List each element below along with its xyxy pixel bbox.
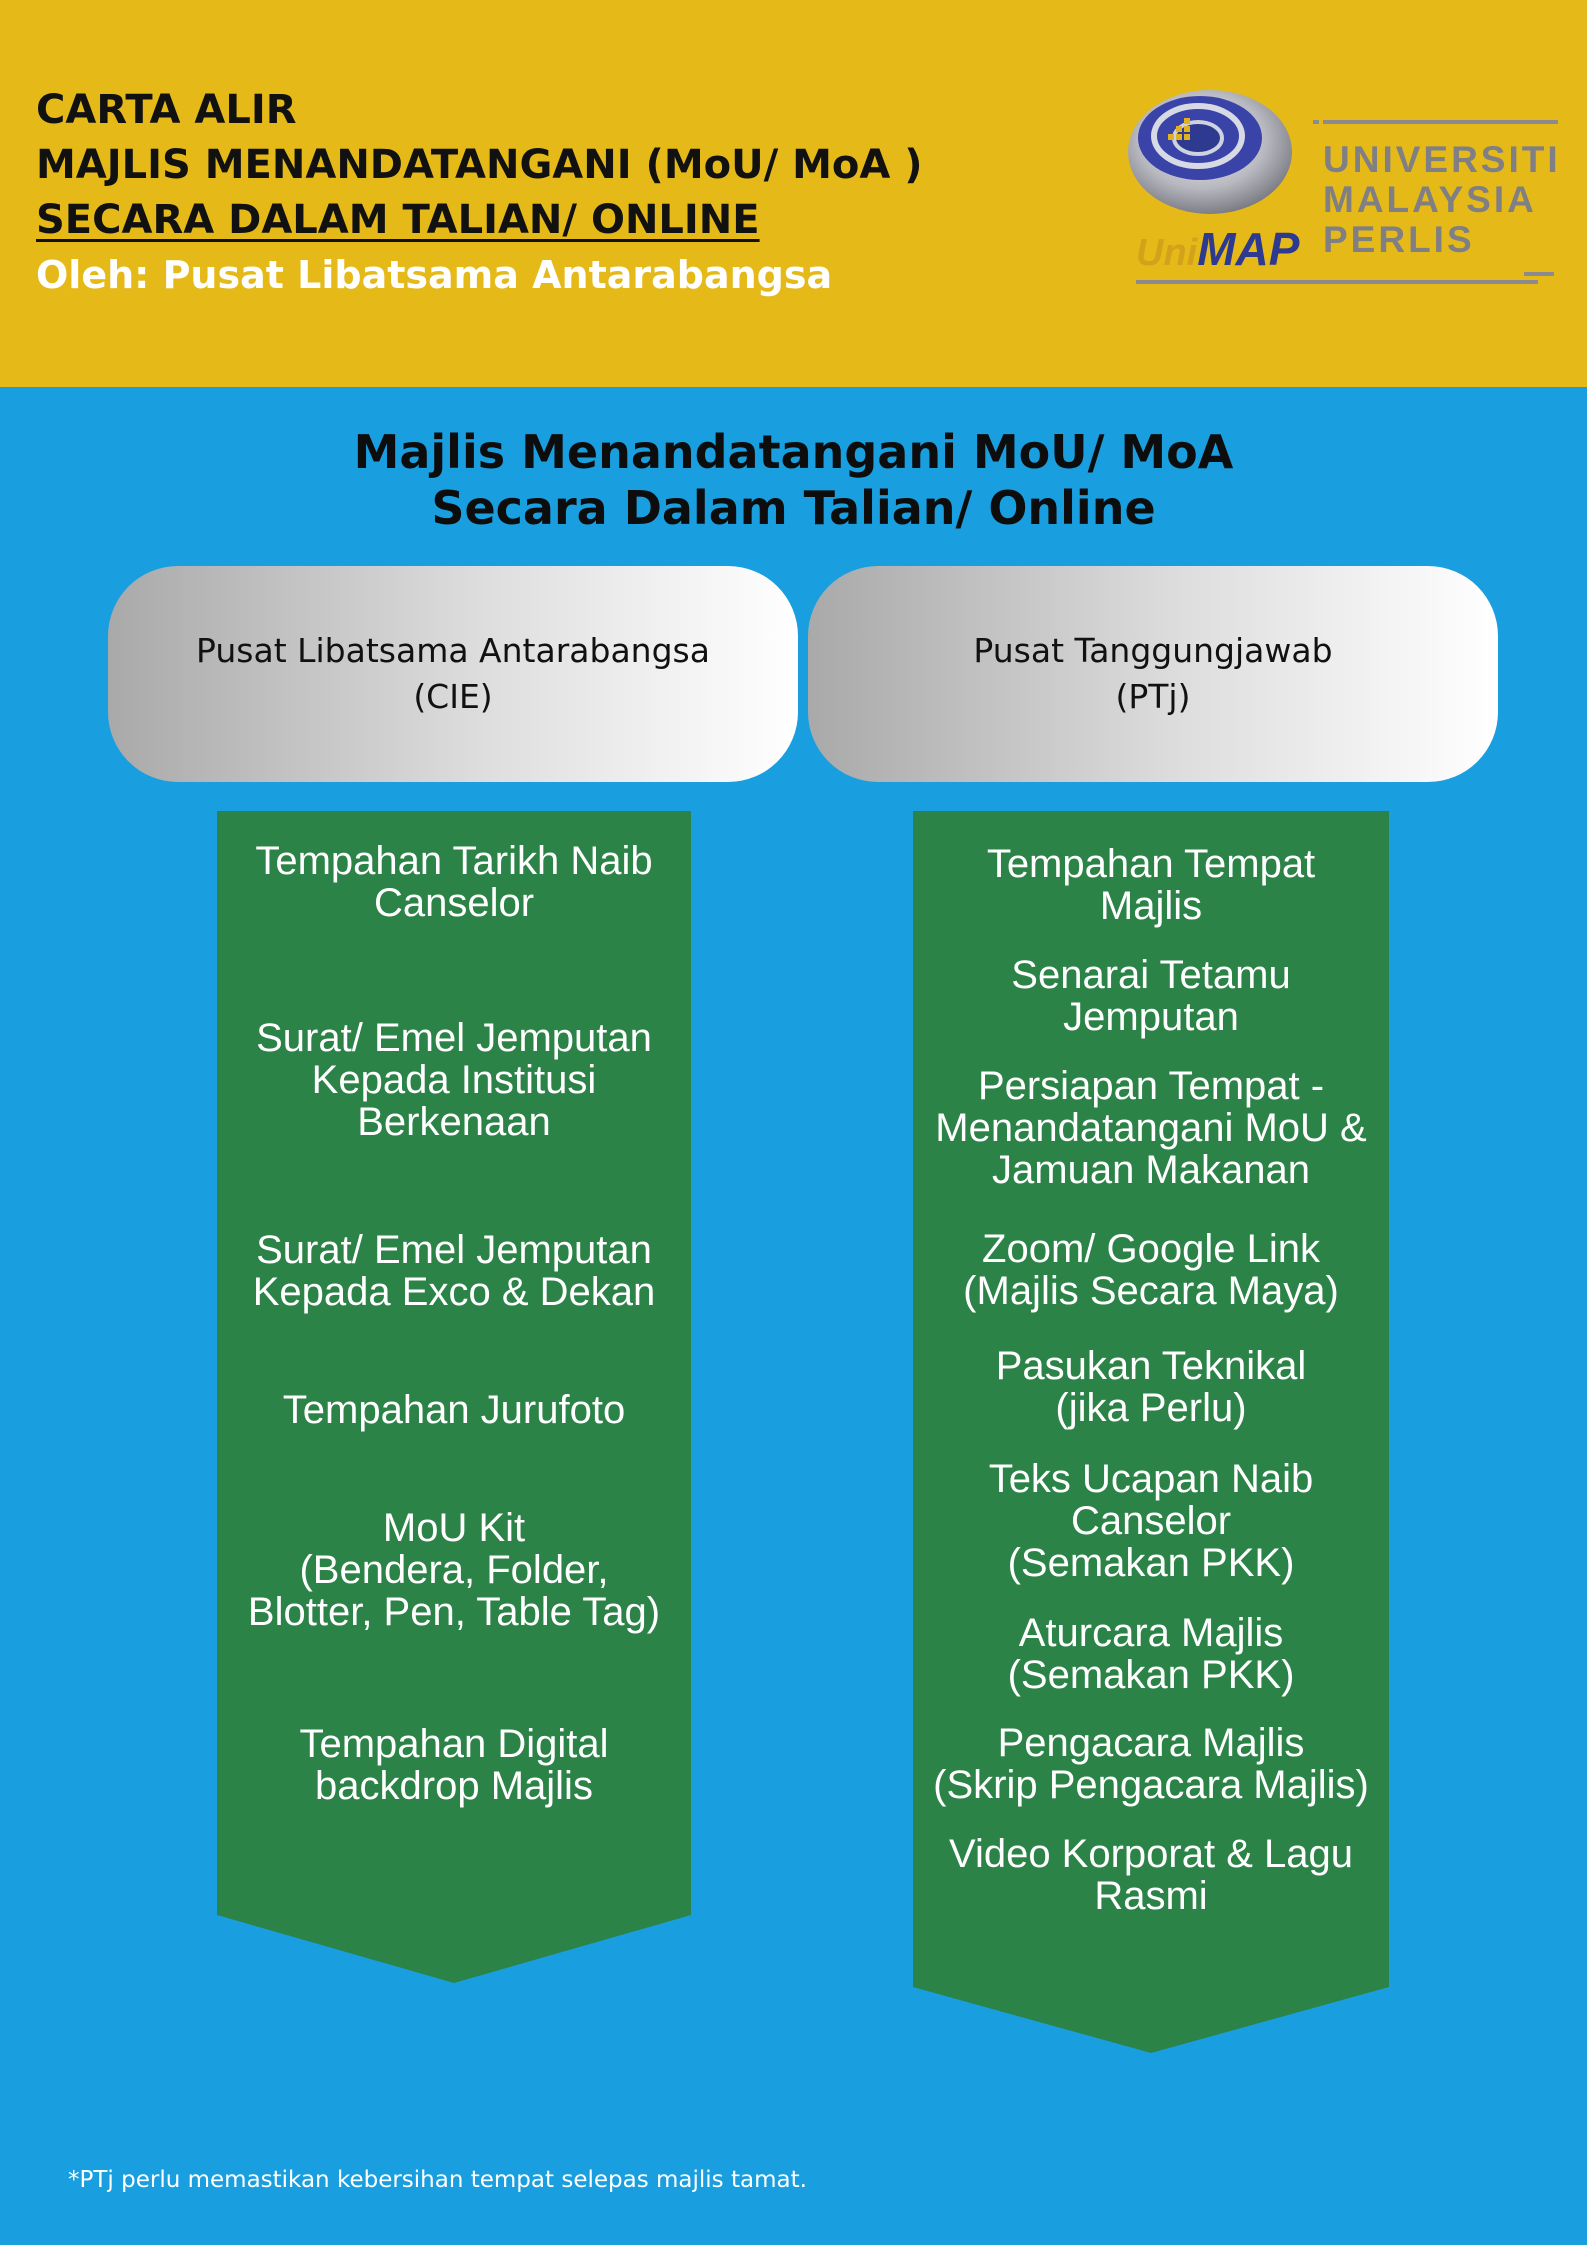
- cie-task-line: Tempahan Tarikh Naib: [255, 839, 653, 883]
- ptj-task-line: (Majlis Secara Maya): [963, 1269, 1339, 1313]
- ptj-task-line: Canselor: [1070, 1499, 1232, 1543]
- footnote: *PTj perlu memastikan kebersihan tempat selepas majlis tamat.: [68, 2167, 807, 2193]
- ptj-task-item: [913, 1345, 1389, 1429]
- header-title-line1: CARTA ALIR: [36, 87, 297, 133]
- ptj-task-line: Teks Ucapan Naib: [988, 1457, 1314, 1501]
- cie-task-line: Kepada Exco & Dekan: [252, 1270, 656, 1314]
- ptj-task-line: Senarai Tetamu: [1011, 953, 1291, 997]
- ptj-task-item: [913, 954, 1389, 1038]
- header-title-line3: SECARA DALAM TALIAN/ ONLINE: [36, 197, 760, 243]
- ptj-task-line: (Skrip Pengacara Majlis): [933, 1763, 1369, 1807]
- main-title-line1: Majlis Menandatangani MoU/ MoA: [353, 425, 1234, 479]
- ptj-task-item: [913, 1833, 1389, 1917]
- ptj-task-item: [913, 1065, 1389, 1191]
- ptj-task-line: Majlis: [1099, 884, 1203, 928]
- ptj-task-line: (jika Perlu): [1055, 1386, 1247, 1430]
- ptj-task-line: Video Korporat & Lagu: [948, 1832, 1353, 1876]
- cie-task-item: [217, 1229, 691, 1313]
- cie-task-line: Canselor: [373, 881, 535, 925]
- cie-header-line2: (CIE): [413, 677, 493, 716]
- ptj-task-line: Pasukan Teknikal: [995, 1344, 1307, 1388]
- cie-task-line: Blotter, Pen, Table Tag): [247, 1590, 661, 1634]
- cie-task-line: Tempahan Digital: [299, 1722, 609, 1766]
- cie-task-item: [217, 1389, 691, 1431]
- logo-text-malaysia: MALAYSIA: [1323, 179, 1537, 220]
- logo-brand-suffix: MAP: [1197, 223, 1300, 275]
- main-title-line2: Secara Dalam Talian/ Online: [431, 481, 1156, 535]
- ptj-task-line: Pengacara Majlis: [997, 1721, 1305, 1765]
- ptj-task-item: [913, 1228, 1389, 1312]
- cie-task-line: backdrop Majlis: [315, 1764, 593, 1808]
- ptj-task-line: Jemputan: [1063, 995, 1239, 1039]
- cie-task-line: MoU Kit: [382, 1506, 526, 1550]
- cie-header-line1: Pusat Libatsama Antarabangsa: [196, 631, 710, 670]
- cie-task-line: Kepada Institusi: [311, 1058, 597, 1102]
- ptj-task-item: [913, 843, 1389, 927]
- header-author-line: Oleh: Pusat Libatsama Antarabangsa: [36, 253, 833, 297]
- ptj-task-line: Aturcara Majlis: [1018, 1611, 1284, 1655]
- cie-task-line: Surat/ Emel Jemputan: [256, 1016, 652, 1060]
- cie-task-item: [217, 1017, 691, 1143]
- cie-task-line: (Bendera, Folder,: [299, 1548, 609, 1592]
- ptj-header-line1: Pusat Tanggungjawab: [973, 631, 1333, 670]
- logo-brand-prefix: Uni: [1136, 232, 1198, 274]
- cie-task-line: Berkenaan: [357, 1100, 551, 1144]
- ptj-task-line: Zoom/ Google Link: [982, 1227, 1320, 1271]
- ptj-task-line: (Semakan PKK): [1007, 1653, 1295, 1697]
- cie-task-line: Surat/ Emel Jemputan: [256, 1228, 652, 1272]
- cie-task-item: [217, 1507, 691, 1633]
- logo-text-universiti: UNIVERSITI: [1323, 139, 1561, 180]
- header-title-line2: MAJLIS MENANDATANGANI (MoU/ MoA ): [36, 142, 923, 188]
- ptj-task-line: Tempahan Tempat: [986, 842, 1316, 886]
- cie-task-item: [217, 1723, 691, 1807]
- ptj-task-line: Menandatangani MoU &: [935, 1106, 1367, 1150]
- logo-text-perlis: PERLIS: [1323, 219, 1475, 260]
- cie-task-item: [217, 840, 691, 924]
- ptj-task-line: Persiapan Tempat -: [977, 1064, 1325, 1108]
- cie-task-line: Tempahan Jurufoto: [282, 1388, 626, 1432]
- ptj-task-line: (Semakan PKK): [1007, 1541, 1295, 1585]
- ptj-header-line2: (PTj): [1115, 677, 1191, 716]
- ptj-task-line: Jamuan Makanan: [992, 1148, 1310, 1192]
- ptj-task-item: [913, 1722, 1389, 1806]
- ptj-task-line: Rasmi: [1094, 1874, 1208, 1918]
- ptj-task-item: [913, 1612, 1389, 1696]
- ptj-task-item: [913, 1458, 1389, 1584]
